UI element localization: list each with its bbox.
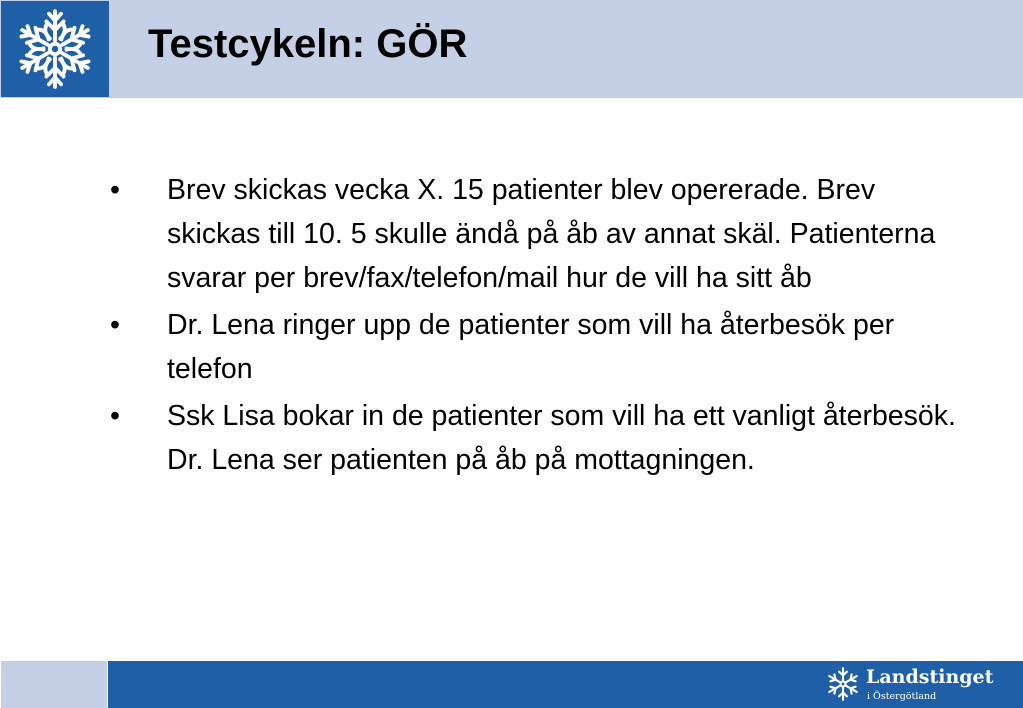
bullet-marker: •: [110, 174, 120, 206]
footer-brand-logo: [822, 662, 1012, 706]
bullet-item: [110, 303, 970, 391]
brand-name: Landstinget: [866, 666, 994, 688]
bullet-text: Ssk Lisa bokar in de patienter som vill ha ett vanligt återbesök. Dr. Lena ser patienten på åb på mottagningen.: [167, 400, 956, 476]
snowflake-logo-icon: [824, 666, 862, 702]
header-logo: [1, 1, 109, 97]
bullet-text: Brev skickas vecka X. 15 patienter blev opererade. Brev skickas till 10. 5 skulle ändå på åb av annat skäl. Patienterna svarar per brev/fax/telefon/mail hur de vill ha sitt åb: [167, 174, 936, 294]
brand-subtitle: i Östergötland: [867, 691, 937, 702]
bullet-marker: •: [110, 400, 120, 432]
bullet-list: [110, 168, 970, 485]
slide-title: Testcykeln: GÖR: [148, 22, 468, 66]
footer-left-block: [1, 661, 107, 708]
bullet-text: Dr. Lena ringer upp de patienter som vill ha återbesök per telefon: [167, 309, 895, 385]
bullet-marker: •: [110, 309, 120, 341]
bullet-item: [110, 168, 970, 300]
bullet-item: [110, 394, 970, 482]
snowflake-logo-icon: [11, 6, 99, 92]
